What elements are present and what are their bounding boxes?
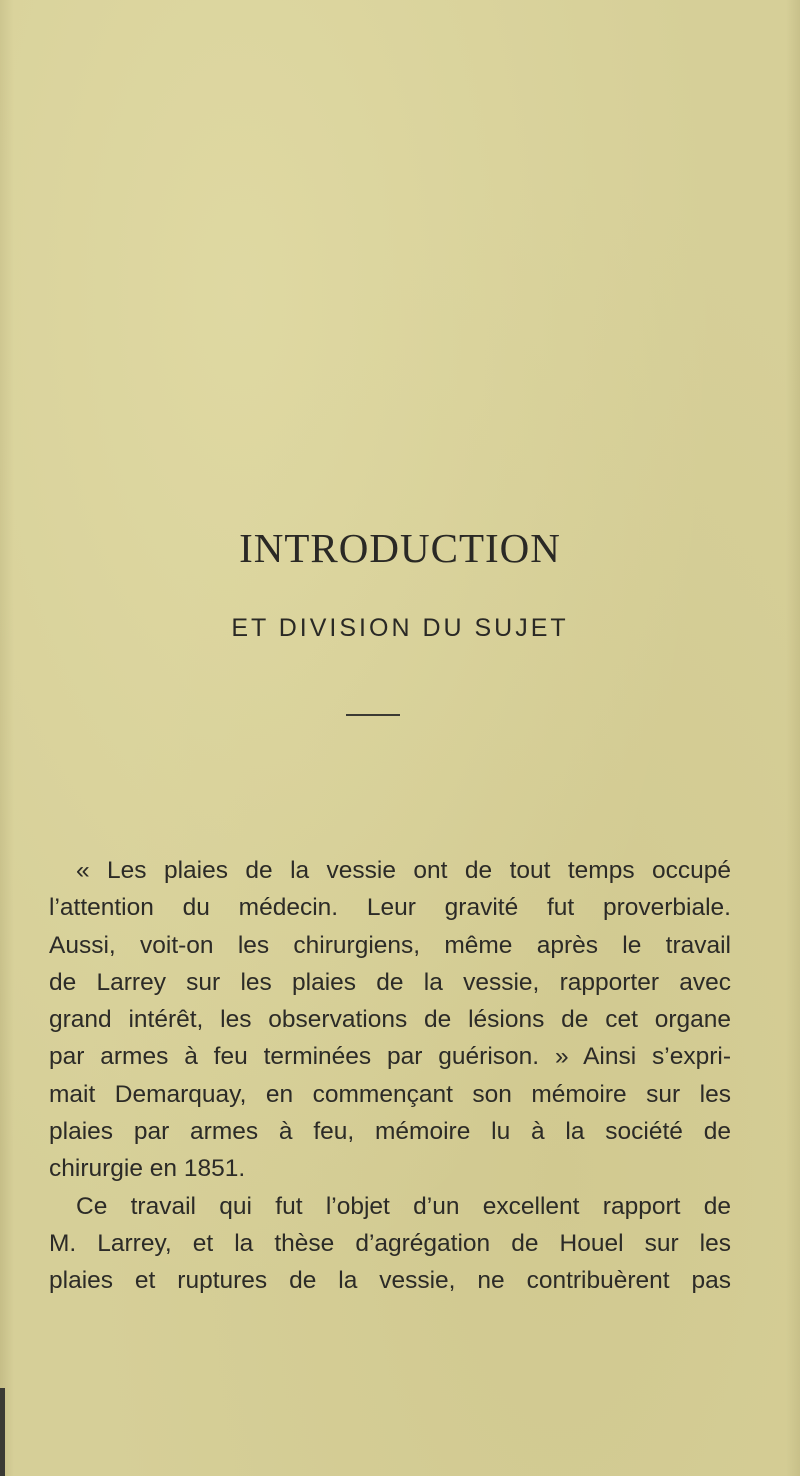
text-line: chirurgie en 1851. xyxy=(49,1155,246,1183)
text-line: Ce travail qui fut l’objet d’un excellent rapport de xyxy=(76,1192,731,1220)
title-rule-divider xyxy=(346,714,400,716)
body-paragraphs xyxy=(49,852,731,1300)
text-line: grand intérêt, les observations de lésions de cet organe xyxy=(49,1006,731,1034)
text-line: plaies et ruptures de la vessie, ne contribuèrent pas xyxy=(49,1267,731,1295)
text-line: l’attention du médecin. Leur gravité fut proverbiale. xyxy=(49,894,731,922)
text-line: Aussi, voit-on les chirurgiens, même après le travail xyxy=(49,931,731,959)
text-line: plaies par armes à feu, mémoire lu à la société de xyxy=(49,1118,731,1146)
chapter-title: INTRODUCTION xyxy=(239,525,561,571)
text-line: par armes à feu terminées par guérison. » Ainsi s’expri- xyxy=(49,1043,731,1071)
text-line: « Les plaies de la vessie ont de tout temps occupé xyxy=(76,857,731,884)
text-line: M. Larrey, et la thèse d’agrégation de Houel sur les xyxy=(49,1229,731,1257)
text-line: mait Demarquay, en commençant son mémoire sur les xyxy=(49,1080,731,1108)
binding-edge-mark xyxy=(0,1388,5,1476)
chapter-subtitle: ET DIVISION DU SUJET xyxy=(231,614,569,642)
text-line: de Larrey sur les plaies de la vessie, rapporter avec xyxy=(49,968,731,996)
